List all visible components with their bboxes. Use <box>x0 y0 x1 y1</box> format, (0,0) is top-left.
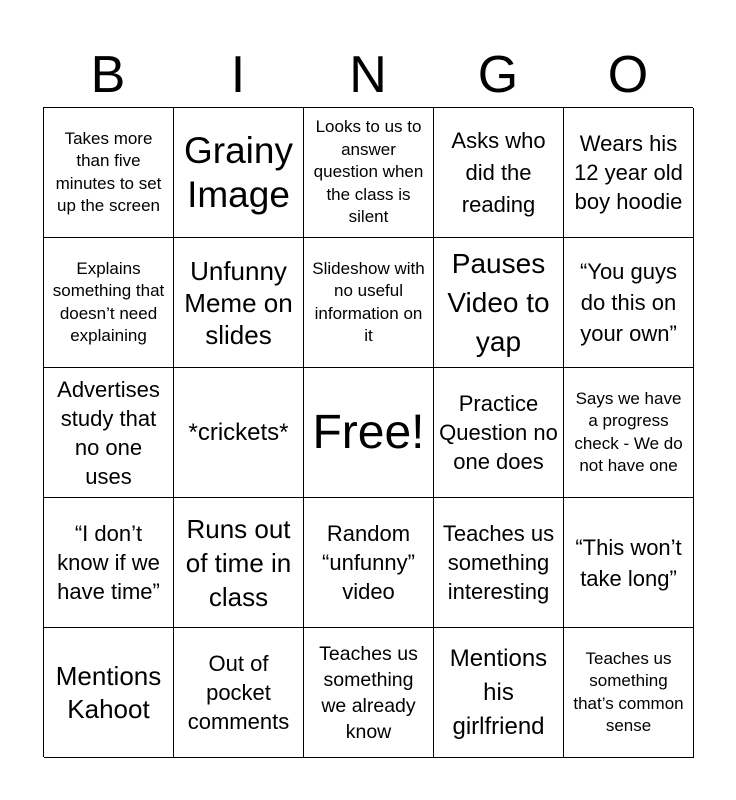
bingo-header <box>43 44 693 106</box>
bingo-cell-text: Grainy Image <box>184 129 293 215</box>
bingo-cell[interactable] <box>44 498 174 628</box>
bingo-cell-text: Practice Question no one does <box>439 391 558 474</box>
bingo-cell[interactable] <box>434 108 564 238</box>
bingo-cell-text: Mentions Kahoot <box>55 660 162 724</box>
bingo-card-grid <box>43 107 693 757</box>
bingo-cell-text: Teaches us something that’s common sense <box>573 648 684 735</box>
bingo-cell-text: Teaches us something we already know <box>319 642 418 743</box>
bingo-cell[interactable] <box>44 368 174 498</box>
bingo-cell[interactable] <box>564 238 694 368</box>
bingo-cell-text: Unfunny Meme on slides <box>184 255 293 350</box>
bingo-cell[interactable] <box>44 628 174 758</box>
bingo-cell-text: Out of pocket comments <box>187 651 290 734</box>
bingo-cell[interactable] <box>174 368 304 498</box>
bingo-cell[interactable] <box>434 498 564 628</box>
bingo-cell[interactable] <box>564 628 694 758</box>
free-space-text: Free! <box>312 405 425 459</box>
bingo-cell[interactable] <box>174 108 304 238</box>
bingo-cell[interactable] <box>304 238 434 368</box>
bingo-cell-text: *crickets* <box>188 418 289 446</box>
bingo-cell[interactable] <box>174 498 304 628</box>
bingo-cell-text: Takes more than five minutes to set up the screen <box>55 128 162 215</box>
bingo-cell-text: Teaches us something interesting <box>442 521 555 604</box>
header-letter-b: B <box>90 46 126 104</box>
bingo-cell[interactable] <box>564 108 694 238</box>
bingo-cell-text: Says we have a progress check - We do not have one <box>574 388 683 475</box>
bingo-cell[interactable] <box>174 628 304 758</box>
bingo-cell-text: Wears his 12 year old boy hoodie <box>574 131 683 214</box>
bingo-cell[interactable] <box>564 498 694 628</box>
bingo-cell-text: Explains something that doesn’t need explaining <box>52 258 165 345</box>
bingo-cell-text: Pauses Video to yap <box>447 248 550 357</box>
bingo-cell-text: Slideshow with no useful information on it <box>312 258 425 345</box>
header-letter-n: N <box>349 46 387 104</box>
bingo-cell[interactable] <box>174 238 304 368</box>
bingo-cell-text: “I don’t know if we have time” <box>57 521 160 604</box>
bingo-cell-text: “This won’t take long” <box>575 534 682 591</box>
bingo-cell-text: Asks who did the reading <box>451 127 546 217</box>
header-letter-g: G <box>477 46 519 104</box>
bingo-cell-text: Mentions his girlfriend <box>449 644 548 740</box>
bingo-cell[interactable] <box>434 238 564 368</box>
header-letter-i: I <box>230 46 246 104</box>
bingo-cell[interactable] <box>434 628 564 758</box>
bingo-cell[interactable] <box>304 368 434 498</box>
bingo-cell[interactable] <box>304 628 434 758</box>
bingo-cell-text: Looks to us to answer question when the class is silent <box>313 117 424 227</box>
bingo-cell[interactable] <box>44 238 174 368</box>
bingo-cell-text: Runs out of time in class <box>185 513 292 612</box>
bingo-cell[interactable] <box>304 108 434 238</box>
bingo-cell[interactable] <box>564 368 694 498</box>
header-letter-o: O <box>607 46 649 104</box>
bingo-cell-text: Advertises study that no one uses <box>57 376 160 489</box>
bingo-cell-text: “You guys do this on your own” <box>579 259 678 346</box>
bingo-cell[interactable] <box>44 108 174 238</box>
bingo-cell[interactable] <box>304 498 434 628</box>
bingo-cell-text: Random “unfunny” video <box>322 521 415 604</box>
bingo-cell[interactable] <box>434 368 564 498</box>
